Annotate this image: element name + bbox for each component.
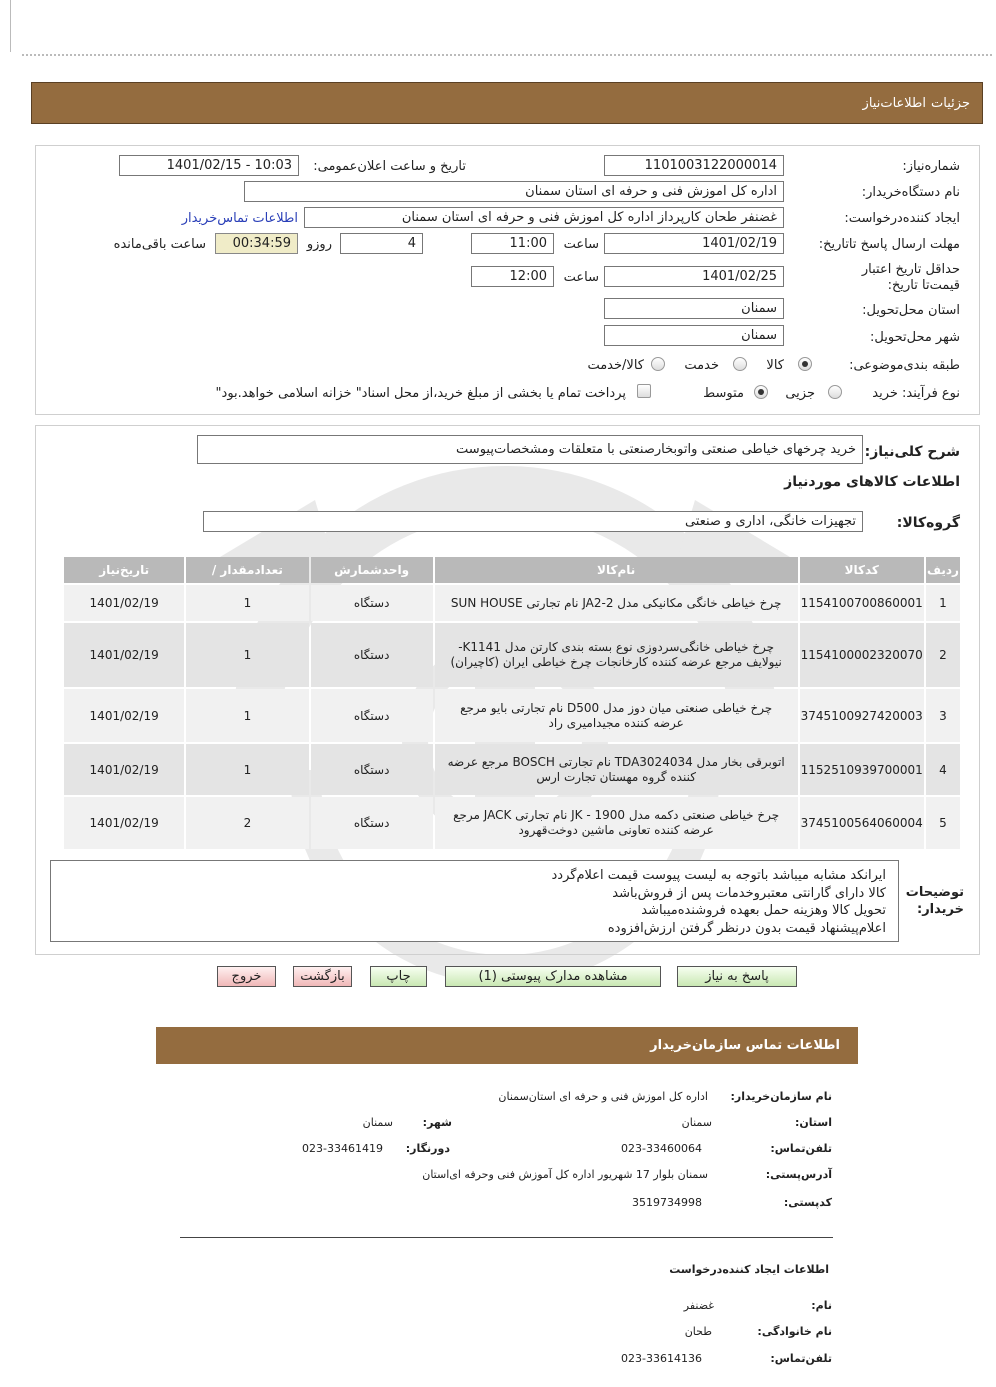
row-number: 4 bbox=[926, 744, 960, 795]
deadline-date-field: 1401/02/19 bbox=[604, 233, 784, 254]
province-label: استان محل‌تحویل: bbox=[862, 303, 960, 318]
days-label: روزو bbox=[306, 237, 332, 252]
goods-qty: 1 bbox=[186, 623, 308, 687]
category-service-label: خدمت bbox=[684, 358, 719, 373]
buyer-field: اداره کل اموزش فنی و حرفه ای استان سمنان bbox=[244, 181, 784, 202]
buyer-label: نام دستگاه‌خریدار: bbox=[861, 185, 960, 200]
buyer-notes-box bbox=[50, 860, 899, 942]
goods-code: 1154100002320070 bbox=[800, 623, 924, 687]
goods-name: چرخ خیاطی خانگی مکانیکی مدل JA2-2 نام تجارتی SUN HOUSE bbox=[435, 585, 798, 621]
validity-hour-label: ساعت bbox=[563, 270, 599, 285]
remaining-timer: 00:34:59 bbox=[215, 233, 298, 254]
contact-postal-value: 3519734998 bbox=[632, 1196, 702, 1209]
col-qty-header: تعدادمقدار / bbox=[186, 557, 308, 583]
tab-details[interactable]: جزئیات bbox=[931, 96, 970, 111]
category-both-radio[interactable] bbox=[651, 357, 665, 371]
goods-name: چرخ خیاطی صنعتی میان دوز مدل D500 نام تجارتی بایو مرجع عرضه کننده مجید‌امیری راد bbox=[435, 689, 798, 742]
contact-divider bbox=[180, 1237, 833, 1238]
org-value: اداره کل اموزش فنی و حرفه ای استان‌سمنان bbox=[498, 1090, 708, 1103]
category-goods-label: کالا bbox=[766, 358, 784, 373]
category-service-radio[interactable] bbox=[733, 357, 747, 371]
contact-province-value: سمنان bbox=[681, 1116, 712, 1129]
process-partial-radio[interactable] bbox=[828, 385, 842, 399]
table-header-row bbox=[64, 557, 960, 583]
left-rule bbox=[10, 0, 11, 52]
validity-label: حداقل تاریخ اعتبار قیمت‌تا تاریخ: bbox=[861, 262, 960, 293]
treasury-payment-checkbox[interactable] bbox=[637, 384, 651, 398]
goods-date: 1401/02/19 bbox=[64, 797, 184, 849]
goods-qty: 2 bbox=[186, 797, 308, 849]
goods-group-field: تجهیزات خانگی، اداری و صنعتی bbox=[203, 511, 863, 532]
creator-phone-value: 023-33614136 bbox=[621, 1352, 702, 1365]
summary-field: خرید چرخهای خیاطی صنعتی واتوبخارصنعتی با متعلقات ومشخصات‌پیوست bbox=[197, 435, 863, 464]
table-row bbox=[64, 585, 960, 621]
creator-label: ایجاد کننده‌درخواست: bbox=[844, 211, 960, 226]
contact-fax-label: دورنگار: bbox=[405, 1142, 450, 1155]
goods-unit: دستگاه bbox=[311, 797, 433, 849]
validity-date-field: 1401/02/25 bbox=[604, 266, 784, 287]
process-medium-radio[interactable] bbox=[754, 385, 768, 399]
creator-name-value: غضنفر bbox=[683, 1299, 714, 1312]
deadline-label: مهلت ارسال پاسخ تا‌تاریخ: bbox=[818, 237, 960, 252]
goods-unit: دستگاه bbox=[311, 689, 433, 742]
goods-code: 3745100564060004 bbox=[800, 797, 924, 849]
city-field: سمنان bbox=[604, 325, 784, 346]
exit-button[interactable]: خروج bbox=[217, 966, 276, 987]
org-label: نام سازمان‌خریدار: bbox=[730, 1090, 832, 1103]
goods-qty: 1 bbox=[186, 689, 308, 742]
respond-button[interactable]: پاسخ به نیاز bbox=[677, 966, 797, 987]
category-label: طبقه بندی‌موضوعی: bbox=[849, 358, 960, 373]
treasury-payment-label: پرداخت تمام یا بخشی از مبلغ خرید،از محل اسناد" خزانه اسلامی خواهد.بود" bbox=[215, 386, 626, 401]
need-number-label: شماره‌نیاز: bbox=[902, 159, 960, 174]
buyer-contact-bar bbox=[156, 1027, 858, 1064]
contact-city-value: سمنان bbox=[362, 1116, 393, 1129]
goods-code: 1154100700860001 bbox=[800, 585, 924, 621]
header-bar bbox=[31, 82, 983, 124]
row-number: 1 bbox=[926, 585, 960, 621]
goods-qty: 1 bbox=[186, 744, 308, 795]
creator-field: غضنفر طحان کارپرداز اداره کل اموزش فنی و حرفه ای استان سمنان bbox=[304, 207, 784, 228]
contact-province-label: استان: bbox=[795, 1116, 832, 1129]
tab-need-info[interactable]: اطلاعات‌نیاز bbox=[862, 96, 926, 111]
table-row bbox=[64, 797, 960, 849]
table-row bbox=[64, 744, 960, 795]
category-goods-radio[interactable] bbox=[798, 357, 812, 371]
process-partial-label: جزیی bbox=[785, 386, 815, 401]
row-number: 3 bbox=[926, 689, 960, 742]
goods-date: 1401/02/19 bbox=[64, 585, 184, 621]
goods-unit: دستگاه bbox=[311, 744, 433, 795]
creator-name-label: نام: bbox=[811, 1299, 832, 1312]
creator-family-value: طحان bbox=[684, 1325, 712, 1338]
need-number-field: 1101003122000014 bbox=[604, 155, 784, 176]
row-number: 2 bbox=[926, 623, 960, 687]
buyer-contact-link[interactable]: اطلاعات تماس‌خریدار bbox=[181, 211, 298, 226]
category-both-label: کالا/خدمت bbox=[587, 358, 644, 373]
goods-name: اتوبرقی بخار مدل TDA3024034 نام تجارتی BOSCH مرجع عرضه کننده گروه مهستان تجارت ارس bbox=[435, 744, 798, 795]
buyer-contact-title: اطلاعات تماس سازمان‌خریدار bbox=[650, 1038, 840, 1053]
col-unit-header: واحدشمارش bbox=[311, 557, 433, 583]
buyer-notes-label: توضیحات خریدار: bbox=[905, 885, 964, 917]
dotted-divider bbox=[22, 54, 992, 56]
goods-name: چرخ خیاطی خانگی‌سردوزی نوع بسته بندی کارتن مدل K1141- نیولایف مرجع عرضه کننده کارخانجات چرخ خیاطی ایران (کاچیران) bbox=[435, 623, 798, 687]
process-label: نوع فرآیند: خرید bbox=[872, 386, 960, 401]
col-code-header: کدکالا bbox=[800, 557, 924, 583]
validity-time-field: 12:00 bbox=[471, 266, 554, 287]
print-button[interactable]: چاپ bbox=[370, 966, 427, 987]
col-row-header: ردیف bbox=[926, 557, 960, 583]
summary-label: شرح کلی‌نیاز: bbox=[864, 444, 960, 460]
contact-postal-label: کد‌پستی: bbox=[783, 1196, 832, 1209]
contact-phone-value: 023-33460064 bbox=[621, 1142, 702, 1155]
col-date-header: تاریخ‌نیاز bbox=[64, 557, 184, 583]
table-row bbox=[64, 623, 960, 687]
table-row bbox=[64, 689, 960, 742]
back-button[interactable]: بازگشت bbox=[293, 966, 352, 987]
contact-fax-value: 023-33461419 bbox=[302, 1142, 383, 1155]
process-medium-label: متوسط bbox=[703, 386, 744, 401]
goods-qty: 1 bbox=[186, 585, 308, 621]
contact-address-value: سمنان بلوار 17 شهریور اداره کل آموزش فنی وحرفه ای‌استان bbox=[422, 1168, 708, 1181]
remaining-label: ساعت باقی‌مانده bbox=[113, 237, 206, 252]
contact-city-label: شهر: bbox=[422, 1116, 452, 1129]
goods-unit: دستگاه bbox=[311, 623, 433, 687]
creator-family-label: نام خانوادگی: bbox=[757, 1325, 832, 1338]
goods-date: 1401/02/19 bbox=[64, 744, 184, 795]
goods-name: چرخ خیاطی صنعتی دکمه مدل JK - 1900 نام تجارتی JACK مرجع عرضه کننده تعاونی ماشین دوخت‌قهرود bbox=[435, 797, 798, 849]
col-name-header: نام‌کالا bbox=[435, 557, 798, 583]
goods-info-title: اطلاعات کالاهای موردنیاز bbox=[784, 474, 960, 490]
goods-code: 1152510939700001 bbox=[800, 744, 924, 795]
note-line: تحویل کالا وهزینه حمل بعهده فروشنده‌میباشد bbox=[641, 903, 886, 918]
view-documents-button[interactable]: مشاهده مدارک پیوستی (1) bbox=[445, 966, 661, 987]
deadline-time-field: 11:00 bbox=[471, 233, 554, 254]
creator-phone-label: تلفن‌تماس: bbox=[770, 1352, 832, 1365]
contact-address-label: آدرس‌پستی: bbox=[765, 1168, 832, 1181]
announce-label: تاریخ و ساعت اعلان‌عمومی: bbox=[313, 159, 466, 174]
note-line: ایرانکد مشابه میباشد باتوجه به لیست پیوست قیمت اعلام‌گردد bbox=[551, 868, 886, 883]
goods-unit: دستگاه bbox=[311, 585, 433, 621]
creator-info-title: اطلاعات ایجاد کننده‌درخواست bbox=[669, 1263, 829, 1276]
goods-table bbox=[62, 555, 962, 851]
announce-field: 1401/02/15 - 10:03 bbox=[119, 155, 299, 176]
goods-date: 1401/02/19 bbox=[64, 689, 184, 742]
days-field: 4 bbox=[340, 233, 423, 254]
contact-phone-label: تلفن‌تماس: bbox=[770, 1142, 832, 1155]
goods-group-label: گروه‌کالا: bbox=[896, 515, 960, 531]
goods-code: 3745100927420003 bbox=[800, 689, 924, 742]
note-line: اعلام‌پیشنهاد قیمت بدون درنظر گرفتن ارزش‌افزوده bbox=[607, 920, 886, 936]
row-number: 5 bbox=[926, 797, 960, 849]
city-label: شهر محل‌تحویل: bbox=[870, 330, 960, 345]
deadline-hour-label: ساعت bbox=[563, 237, 599, 252]
goods-date: 1401/02/19 bbox=[64, 623, 184, 687]
note-line: کالا دارای گارانتی معتبروخدمات پس از فروش‌باشد bbox=[612, 885, 886, 901]
province-field: سمنان bbox=[604, 298, 784, 319]
